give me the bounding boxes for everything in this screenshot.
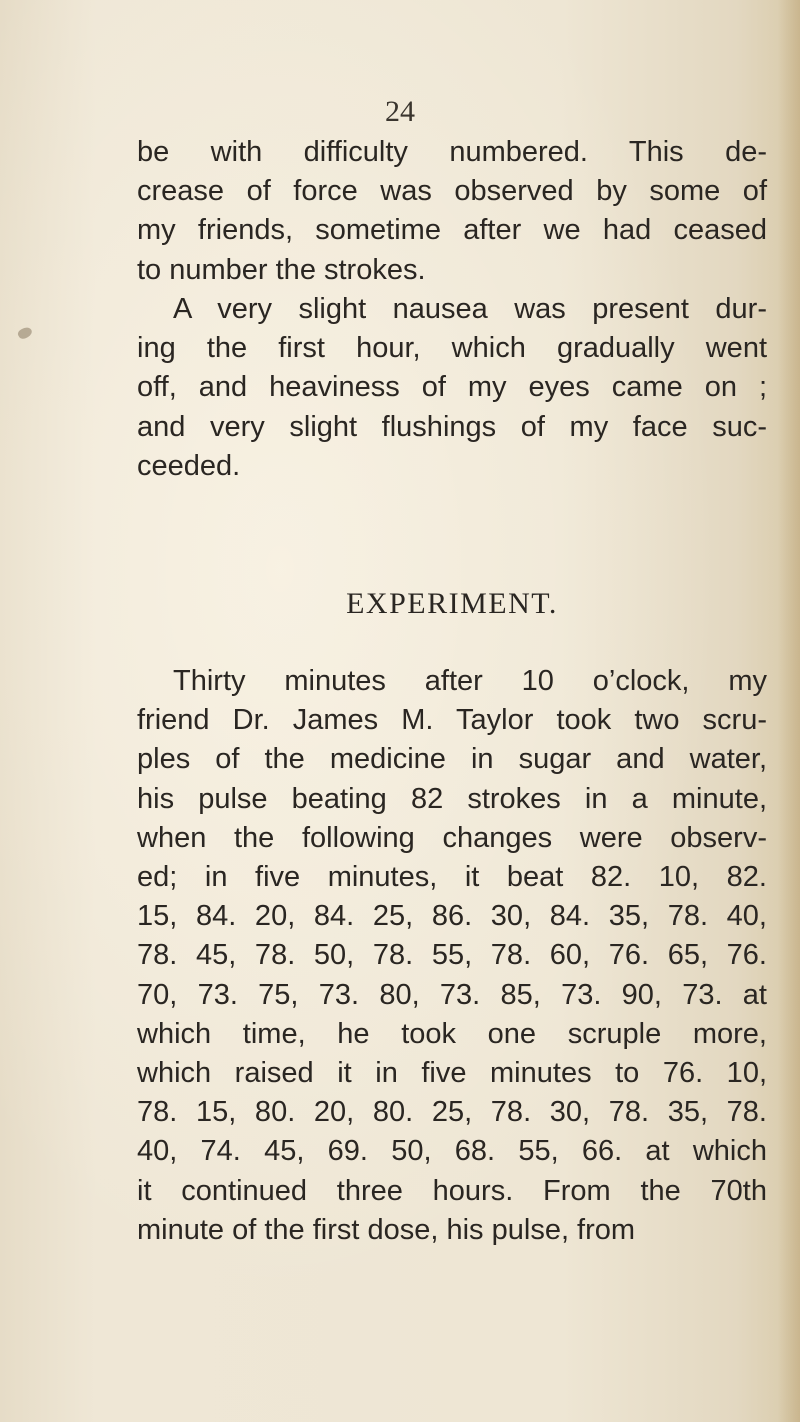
text-line: which time, he took one scruple more, <box>137 1017 767 1050</box>
text-line: crease of force was observed by some of <box>137 175 767 208</box>
text-line: ing the first hour, which gradually went <box>137 332 767 365</box>
text-line: A very slight nausea was present dur- <box>173 293 767 325</box>
text-line: my friends, sometime after we had ceased <box>137 214 767 247</box>
text-line: minute of the first dose, his pulse, from <box>137 1213 636 1246</box>
paragraph-1 <box>137 133 767 290</box>
page-number: 24 <box>385 95 415 128</box>
text-line: and very slight flushings of my face suc- <box>137 410 767 443</box>
text-line: 78. 45, 78. 50, 78. 55, 78. 60, 76. 65, 76. <box>137 939 767 972</box>
text-line: be with difficulty numbered. This de- <box>137 136 767 168</box>
page-edge-shadow <box>778 0 800 1422</box>
text-line: 40, 74. 45, 69. 50, 68. 55, 66. at which <box>137 1135 767 1168</box>
text-line: off, and heaviness of my eyes came on ; <box>137 371 767 404</box>
text-line: when the following changes were observ- <box>137 821 767 854</box>
text-line: friend Dr. James M. Taylor took two scru- <box>137 704 767 737</box>
paragraph-2 <box>137 290 767 486</box>
text-line: ed; in five minutes, it beat 82. 10, 82. <box>137 861 767 894</box>
text-line: ples of the medicine in sugar and water, <box>137 743 767 776</box>
paragraph-3 <box>137 662 767 1250</box>
text-line: 70, 73. 75, 73. 80, 73. 85, 73. 90, 73. at <box>137 978 767 1011</box>
text-line: Thirty minutes after 10 o’clock, my <box>173 665 767 697</box>
text-line: his pulse beating 82 strokes in a minute, <box>137 782 767 815</box>
text-line: 78. 15, 80. 20, 80. 25, 78. 30, 78. 35, 78. <box>137 1096 767 1129</box>
text-line: which raised it in five minutes to 76. 10, <box>137 1057 767 1090</box>
section-heading: EXPERIMENT. <box>346 587 558 620</box>
text-line: it continued three hours. From the 70th <box>137 1174 767 1207</box>
text-line: to number the strokes. <box>137 253 426 286</box>
ink-speck <box>16 325 33 341</box>
text-line: 15, 84. 20, 84. 25, 86. 30, 84. 35, 78. 40, <box>137 900 767 933</box>
text-line: ceeded. <box>137 449 241 482</box>
